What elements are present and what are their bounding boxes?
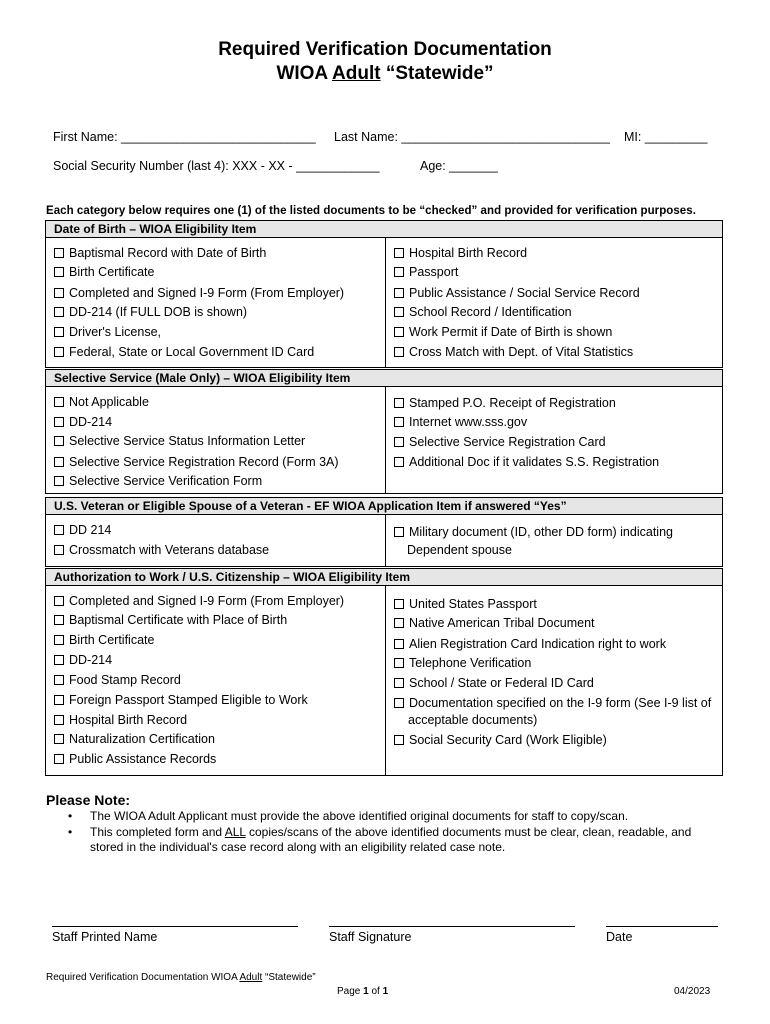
checkbox-item[interactable]: [54, 305, 247, 320]
checkbox[interactable]: [54, 397, 64, 407]
checkbox-item[interactable]: [394, 265, 458, 280]
checkbox-label: Documentation specified on the I-9 form (See I-9 list of: [409, 696, 712, 710]
checkbox-label: Birth Certificate: [69, 633, 155, 647]
checkbox-label: Public Assistance Records: [69, 752, 217, 766]
column-divider: [385, 515, 386, 566]
bullet-text-pre: This completed form and: [90, 825, 225, 839]
checkbox[interactable]: [54, 734, 64, 744]
bullet-dot: •: [68, 809, 73, 823]
page-pre: Page: [337, 986, 364, 997]
checkbox[interactable]: [394, 417, 404, 427]
checkbox[interactable]: [54, 525, 64, 535]
checkbox-item[interactable]: [394, 345, 633, 360]
checkbox-item[interactable]: [394, 656, 531, 671]
checkbox-item[interactable]: [394, 246, 527, 261]
section-veteran-header: U.S. Veteran or Eligible Spouse of a Veteran - EF WIOA Application Item if answered “Yes”: [45, 497, 723, 515]
checkbox-label: Federal, State or Local Government ID Card: [69, 345, 315, 359]
footer-page-number: [337, 986, 388, 997]
checkbox-item[interactable]: [54, 633, 154, 648]
checkbox-item[interactable]: [54, 523, 111, 538]
checkbox-item[interactable]: [394, 396, 616, 411]
column-divider: [385, 238, 386, 367]
checkbox-label: Native American Tribal Document: [409, 616, 595, 630]
checkbox[interactable]: [54, 675, 64, 685]
checkbox-label: Work Permit if Date of Birth is shown: [409, 325, 613, 339]
column-divider: [385, 387, 386, 493]
checkbox-item[interactable]: [54, 265, 154, 280]
checkbox[interactable]: [54, 288, 64, 298]
form-title-line2: [0, 62, 770, 86]
footer-title-post: “Statewide”: [262, 972, 316, 983]
checkbox-label: Driver's License,: [69, 325, 161, 339]
checkbox-item[interactable]: [54, 693, 308, 708]
checkbox[interactable]: [54, 307, 64, 317]
checkbox[interactable]: [394, 639, 404, 649]
checkbox-label: Crossmatch with Veterans database: [69, 543, 270, 557]
checkbox-label: Social Security Card (Work Eligible): [409, 733, 607, 747]
checkbox-item[interactable]: [54, 345, 314, 360]
checkbox-label: Food Stamp Record: [69, 673, 181, 687]
footer-date: 04/2023: [674, 986, 711, 997]
checkbox-label: DD-214: [69, 653, 113, 667]
bullet-text-line2: stored in the individual's case record along with an eligibility related case note.: [90, 840, 506, 854]
checkbox[interactable]: [394, 347, 404, 357]
checkbox-label: Naturalization Certification: [69, 732, 215, 746]
checkbox-item[interactable]: [54, 713, 187, 728]
checkbox-item[interactable]: [54, 594, 344, 609]
checkbox-item[interactable]: [54, 415, 112, 430]
checkbox[interactable]: [394, 248, 404, 258]
bullet-text-post: copies/scans of the above identified documents must be clear, clean, readable, and: [245, 825, 692, 839]
checkbox[interactable]: [394, 735, 404, 745]
checkbox[interactable]: [54, 596, 64, 606]
checkbox-label-continued: Dependent spouse: [407, 543, 512, 557]
checkbox[interactable]: [54, 695, 64, 705]
checkbox-label: Baptismal Certificate with Place of Birth: [69, 613, 288, 627]
checkbox[interactable]: [394, 457, 404, 467]
checkbox-label: Hospital Birth Record: [409, 246, 528, 260]
checkbox[interactable]: [54, 436, 64, 446]
checkbox-item[interactable]: [394, 676, 594, 691]
printed-name-line[interactable]: [52, 926, 298, 927]
checkbox-item[interactable]: [54, 732, 215, 747]
checkbox[interactable]: [394, 437, 404, 447]
date-line[interactable]: [606, 926, 718, 927]
last-name-field[interactable]: Last Name: ______________________________: [334, 130, 610, 144]
checkbox[interactable]: [54, 615, 64, 625]
checkbox[interactable]: [54, 417, 64, 427]
ssn-field[interactable]: Social Security Number (last 4): XXX - XX - ____________: [53, 159, 380, 173]
checkbox-item[interactable]: [54, 543, 269, 558]
checkbox-item[interactable]: [54, 286, 344, 301]
page-total: 1: [382, 986, 389, 997]
checkbox-label: Completed and Signed I-9 Form (From Employer): [69, 594, 345, 608]
checkbox[interactable]: [54, 545, 64, 555]
checkbox[interactable]: [54, 248, 64, 258]
title-prefix: WIOA: [276, 63, 333, 84]
checkbox-label: United States Passport: [409, 597, 537, 611]
checkbox[interactable]: [394, 307, 404, 317]
title-suffix: “Statewide”: [380, 63, 494, 84]
checkbox-label: DD-214: [69, 415, 113, 429]
checkbox-label: DD 214: [69, 523, 112, 537]
checkbox-item[interactable]: [394, 525, 673, 540]
checkbox[interactable]: [54, 347, 64, 357]
checkbox-item[interactable]: [394, 325, 612, 340]
footer-doc-title: [46, 972, 316, 983]
checkbox-label-continued: acceptable documents): [408, 713, 538, 727]
checkbox-item[interactable]: [54, 395, 149, 410]
checkbox[interactable]: [394, 527, 404, 537]
page-num: 1: [363, 986, 369, 997]
checkbox-label: DD-214 (If FULL DOB is shown): [69, 305, 248, 319]
checkbox-item[interactable]: [394, 286, 640, 301]
signature-label: Staff Signature: [329, 930, 412, 944]
checkbox-item[interactable]: [54, 474, 262, 489]
date-label: Date: [606, 930, 633, 944]
checkbox[interactable]: [54, 655, 64, 665]
footer-title-pre: Required Verification Documentation WIOA: [46, 972, 240, 983]
checkbox[interactable]: [394, 327, 404, 337]
checkbox-label: Stamped P.O. Receipt of Registration: [409, 396, 616, 410]
checkbox-label: Alien Registration Card Indication right to work: [409, 637, 667, 651]
form-title-line1: Required Verification Documentation: [218, 39, 552, 60]
bullet-text: [90, 825, 730, 855]
title-underlined: Adult: [332, 63, 381, 84]
printed-name-label: Staff Printed Name: [52, 930, 158, 944]
checkbox[interactable]: [54, 476, 64, 486]
checkbox[interactable]: [394, 288, 404, 298]
checkbox-label: Selective Service Registration Record (Form 3A): [69, 455, 339, 469]
checkbox-item[interactable]: [394, 305, 572, 320]
checkbox-item[interactable]: [394, 696, 711, 711]
checkbox[interactable]: [54, 715, 64, 725]
checkbox[interactable]: [54, 635, 64, 645]
column-divider: [385, 586, 386, 775]
checkbox[interactable]: [394, 678, 404, 688]
signature-line[interactable]: [329, 926, 575, 927]
checkbox-label: Cross Match with Dept. of Vital Statistics: [409, 345, 634, 359]
checkbox-label: Telephone Verification: [409, 656, 532, 670]
checkbox-label: Baptismal Record with Date of Birth: [69, 246, 267, 260]
bullet-text: The WIOA Adult Applicant must provide the above identified original documents for staff to copy/scan.: [90, 809, 629, 823]
checkbox[interactable]: [54, 327, 64, 337]
first-name-field[interactable]: First Name: ____________________________: [53, 130, 316, 144]
checkbox-item[interactable]: [394, 616, 595, 631]
checkbox-item[interactable]: [394, 597, 537, 612]
instructions: Each category below requires one (1) of the listed documents to be “checked” and provided for verification purposes.: [46, 205, 696, 217]
checkbox-item[interactable]: [54, 325, 161, 340]
checkbox-label: Public Assistance / Social Service Record: [409, 286, 640, 300]
checkbox-label: Selective Service Registration Card: [409, 435, 606, 449]
checkbox[interactable]: [54, 754, 64, 764]
checkbox[interactable]: [54, 457, 64, 467]
checkbox-label: School Record / Identification: [409, 305, 572, 319]
checkbox-label: Internet www.sss.gov: [409, 415, 528, 429]
page-mid: of: [368, 986, 383, 997]
checkbox[interactable]: [394, 698, 404, 708]
checkbox-item[interactable]: [54, 455, 339, 470]
mi-field[interactable]: MI: _________: [624, 130, 708, 144]
checkbox[interactable]: [394, 658, 404, 668]
checkbox[interactable]: [394, 398, 404, 408]
section-veteran-body: [45, 515, 723, 567]
checkbox-label: Additional Doc if it validates S.S. Registration: [409, 455, 660, 469]
note-heading: Please Note:: [46, 792, 131, 808]
checkbox-item[interactable]: [54, 613, 287, 628]
checkbox-label: School / State or Federal ID Card: [409, 676, 594, 690]
checkbox-label: Not Applicable: [69, 395, 149, 409]
checkbox-item[interactable]: [394, 415, 527, 430]
bullet-dot: •: [68, 825, 73, 839]
checkbox-label: Selective Service Status Information Letter: [69, 434, 306, 448]
checkbox[interactable]: [54, 267, 64, 277]
checkbox-item[interactable]: [54, 673, 181, 688]
checkbox-item[interactable]: [394, 435, 606, 450]
checkbox-item[interactable]: [394, 637, 666, 652]
checkbox-label: Selective Service Verification Form: [69, 474, 263, 488]
bullet-text-underlined: ALL: [224, 825, 246, 839]
checkbox[interactable]: [394, 618, 404, 628]
checkbox-label: Birth Certificate: [69, 265, 155, 279]
checkbox[interactable]: [394, 267, 404, 277]
checkbox-label: Passport: [409, 265, 459, 279]
checkbox-label: Military document (ID, other DD form) indicating: [409, 525, 673, 539]
checkbox-item[interactable]: [54, 752, 216, 767]
checkbox-item[interactable]: [394, 733, 607, 748]
checkbox-item[interactable]: [54, 653, 112, 668]
footer-title-underlined: Adult: [239, 972, 263, 983]
checkbox-label: Foreign Passport Stamped Eligible to Work: [69, 693, 308, 707]
checkbox[interactable]: [394, 599, 404, 609]
age-field[interactable]: Age: _______: [420, 159, 498, 173]
checkbox-item[interactable]: [394, 455, 659, 470]
section-selective-header: Selective Service (Male Only) – WIOA Eligibility Item: [45, 369, 723, 387]
section-dob-header: Date of Birth – WIOA Eligibility Item: [45, 220, 723, 238]
checkbox-item[interactable]: [54, 434, 305, 449]
checkbox-item[interactable]: [54, 246, 266, 261]
checkbox-label: Hospital Birth Record: [69, 713, 188, 727]
section-work-header: Authorization to Work / U.S. Citizenship – WIOA Eligibility Item: [45, 568, 723, 586]
checkbox-label: Completed and Signed I-9 Form (From Employer): [69, 286, 345, 300]
